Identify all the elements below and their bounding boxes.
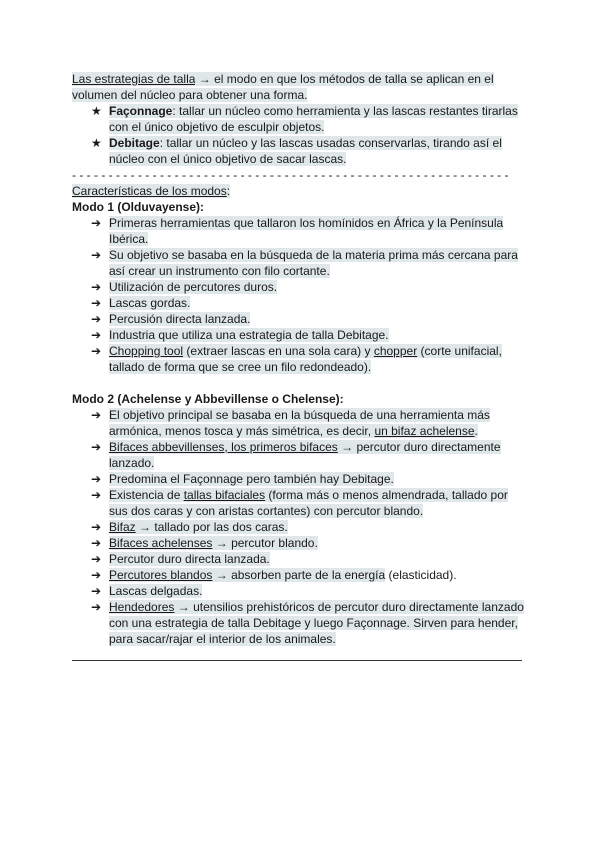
method-faconnage: [72, 103, 532, 135]
percutores-blandos-term: Percutores blandos: [109, 568, 213, 582]
item-text: El objetivo principal se basaba en la búsqueda de una herramienta más: [109, 408, 490, 422]
intro-text-2: volumen del núcleo para obtener una forma.: [72, 88, 308, 102]
intro-line-1: [72, 71, 532, 87]
bifaces-achelenses-term: Bifaces achelenses: [109, 536, 213, 550]
modo1-title-text: Modo 1 (Olduvayense): [72, 200, 201, 214]
arrow-bullet-icon: ➔: [91, 408, 102, 422]
chopper-term: chopper: [373, 344, 418, 358]
list-item: [72, 487, 532, 519]
method-desc-1: : tallar un núcleo como herramienta y las lascas restantes tirarlas: [172, 104, 518, 118]
intro-term: Las estrategias de talla: [72, 72, 196, 86]
list-item-chopping: [72, 343, 532, 375]
arrow-bullet-icon: ➔: [91, 280, 102, 294]
item-text: absorben parte de la energía: [231, 568, 386, 582]
bifaz-term: Bifaz: [109, 520, 136, 534]
tallas-bifaciales-term: tallas bifaciales: [183, 488, 266, 502]
item-text: (corte unifacial,: [417, 344, 502, 358]
arrow-bullet-icon: ➔: [91, 472, 102, 486]
item-text: (forma más o menos almendrada, tallado por: [265, 488, 508, 502]
arrow: →: [337, 440, 357, 454]
list-item: [72, 583, 532, 599]
item-text: (elasticidad).: [385, 568, 457, 582]
intro-line-2: [72, 87, 532, 103]
item-text: tallado de forma que se cree un filo redondeado).: [109, 360, 372, 374]
item-text: tallado por las dos caras.: [154, 520, 288, 534]
item-text: Lascas gordas.: [109, 296, 191, 310]
modo2-title-text: Modo 2 (Achelense y Abbevillense o Chelense): [72, 392, 340, 406]
horizontal-rule: [72, 660, 522, 661]
document-body: [72, 71, 532, 647]
item-text: Industria que utiliza una estrategia de talla Debitage.: [109, 328, 389, 342]
arrow-bullet-icon: ➔: [91, 600, 102, 614]
arrow-bullet-icon: ➔: [91, 248, 102, 262]
list-item: [72, 327, 532, 343]
item-text: así crear un instrumento con filo cortante.: [109, 264, 330, 278]
arrow-bullet-icon: ➔: [91, 552, 102, 566]
item-text: Ibérica.: [109, 232, 149, 246]
section-title: [72, 183, 532, 199]
item-text: Utilización de percutores duros.: [109, 280, 278, 294]
star-icon: ★: [91, 104, 102, 118]
item-text: .: [474, 424, 478, 438]
arrow: →: [212, 536, 232, 550]
item-text: con una estrategia de talla Debitage y luego Façonnage. Sirven para hender,: [109, 616, 518, 630]
item-text: lanzado.: [109, 456, 155, 470]
list-item: [72, 215, 532, 247]
section-title-text: Características de los modos: [72, 184, 227, 198]
hendedores-term: Hendedores: [109, 600, 175, 614]
item-text: utensilios prehistóricos de percutor duro directamente lanzado: [193, 600, 524, 614]
list-item: [72, 311, 532, 327]
item-text: armónica, menos tosca y más simétrica, es decir,: [109, 424, 375, 438]
item-text: Existencia de: [109, 488, 184, 502]
arrow: →: [174, 600, 194, 614]
colon: :: [339, 392, 344, 406]
item-text: Lascas delgadas.: [109, 584, 203, 598]
list-item: [72, 295, 532, 311]
method-debitage: [72, 135, 532, 167]
item-text: percutor duro directamente: [356, 440, 501, 454]
arrow-bullet-icon: ➔: [91, 296, 102, 310]
arrow-bullet-icon: ➔: [91, 344, 102, 358]
method-desc-2: con el único objetivo de esculpir objetos.: [109, 120, 325, 134]
list-item: [72, 407, 532, 439]
list-item: [72, 247, 532, 279]
list-item: [72, 567, 532, 583]
item-text: para sacar/rajar el interior de los animales.: [109, 632, 336, 646]
list-item: [72, 279, 532, 295]
item-text: Su objetivo se basaba en la búsqueda de la materia prima más cercana para: [109, 248, 518, 262]
arrow: →: [212, 568, 232, 582]
list-item: [72, 471, 532, 487]
intro-arrow: →: [195, 72, 210, 86]
list-item: [72, 599, 532, 647]
arrow-bullet-icon: ➔: [91, 312, 102, 326]
intro-text-1: el modo en que los métodos de talla se aplican en el: [210, 72, 494, 86]
list-item: [72, 519, 532, 535]
arrow-bullet-icon: ➔: [91, 328, 102, 342]
list-item: [72, 439, 532, 471]
list-item: [72, 535, 532, 551]
arrow-bullet-icon: ➔: [91, 584, 102, 598]
method-name: Debitage: [109, 136, 160, 150]
chopping-tool-term: Chopping tool: [109, 344, 184, 358]
item-text: (extraer lascas en una sola cara) y: [183, 344, 374, 358]
colon: :: [200, 200, 205, 214]
item-text: Percusión directa lanzada.: [109, 312, 251, 326]
arrow-bullet-icon: ➔: [91, 520, 102, 534]
item-text: sus dos caras y con aristas cortantes) con percutor blando.: [109, 504, 424, 518]
arrow-bullet-icon: ➔: [91, 488, 102, 502]
method-name: Façonnage: [109, 104, 173, 118]
arrow-bullet-icon: ➔: [91, 536, 102, 550]
bifaces-abbevillenses-term: Bifaces abbevillenses, los primeros bifaces: [109, 440, 338, 454]
arrow-bullet-icon: ➔: [91, 216, 102, 230]
item-text: Predomina el Façonnage pero también hay Debitage.: [109, 472, 394, 486]
arrow: →: [135, 520, 155, 534]
bifaz-achelense-term: un bifaz achelense: [374, 424, 475, 438]
modo1-title: [72, 199, 532, 215]
list-item: [72, 551, 532, 567]
item-text: Percutor duro directa lanzada.: [109, 552, 270, 566]
method-desc-1: : tallar un núcleo y las lascas usadas conservarlas, tirando así el: [159, 136, 502, 150]
dashed-separator: - - - - - - - - - - - - - - - - - - - - - - - - - - - - - - - - - - - - - - - - - - - - - - - - - - - - - - - - - - - -: [72, 168, 509, 182]
star-icon: ★: [91, 136, 102, 150]
arrow-bullet-icon: ➔: [91, 440, 102, 454]
modo2-title: [72, 391, 532, 407]
item-text: Primeras herramientas que tallaron los homínidos en África y la Península: [109, 216, 504, 230]
item-text: percutor blando.: [231, 536, 318, 550]
colon: :: [226, 184, 231, 198]
method-desc-2: núcleo con el único objetivo de sacar lascas.: [109, 152, 347, 166]
arrow-bullet-icon: ➔: [91, 568, 102, 582]
